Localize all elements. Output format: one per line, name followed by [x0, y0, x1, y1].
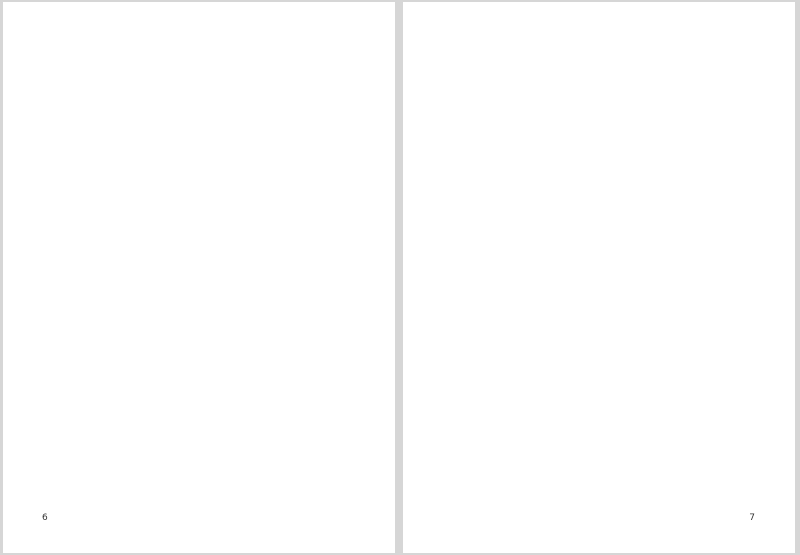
page-number: 7 [749, 513, 755, 523]
right-page [403, 2, 795, 553]
left-page [3, 2, 395, 553]
page-number: 6 [42, 513, 48, 523]
